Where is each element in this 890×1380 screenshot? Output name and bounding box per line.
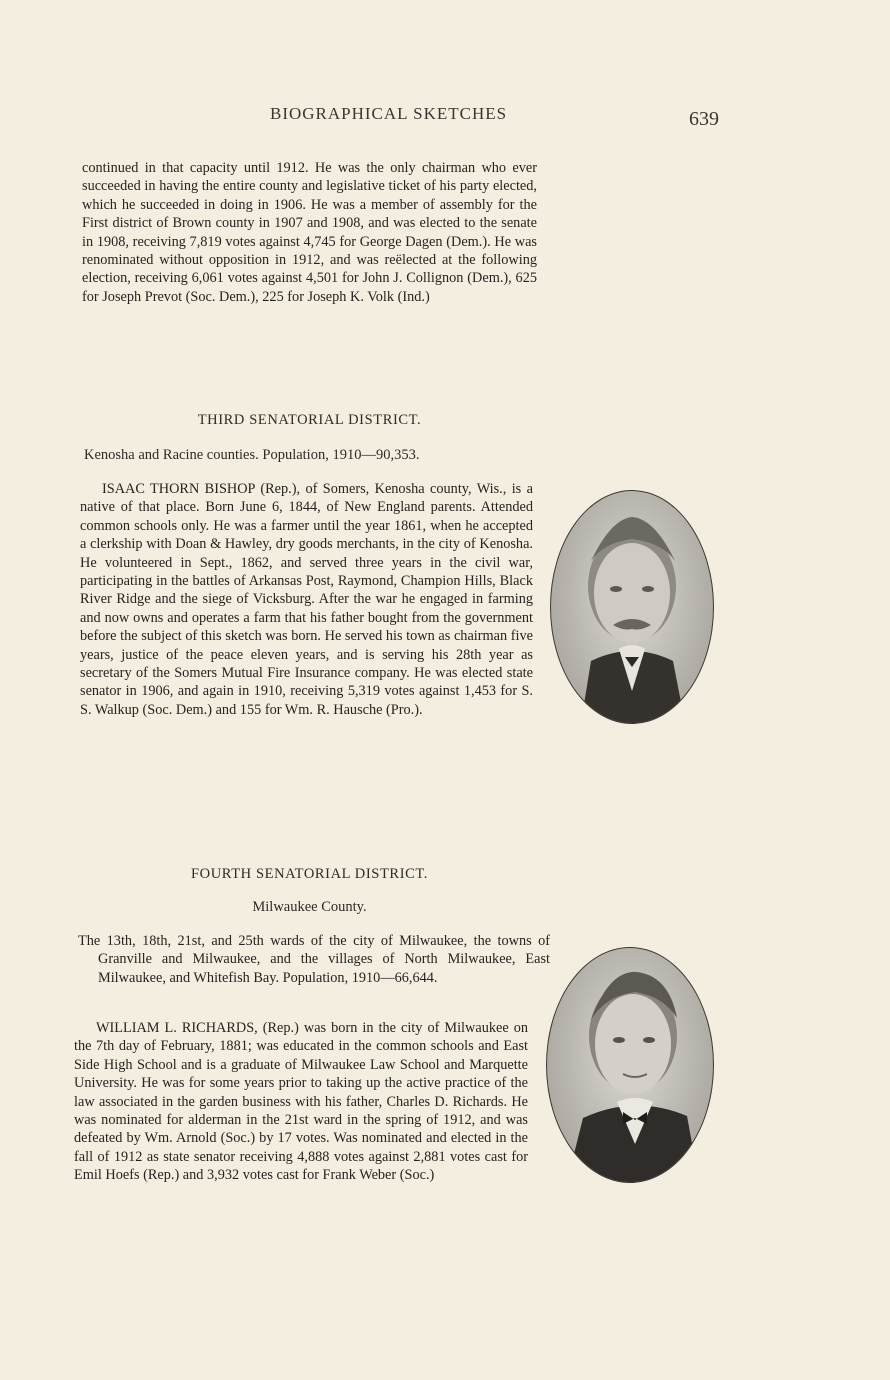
running-title: BIOGRAPHICAL SKETCHES bbox=[270, 104, 508, 123]
richards-bio: WILLIAM L. RICHARDS, (Rep.) was born in the city of Milwaukee on the 7th day of February, 1881; was educated in the common schools and East Side High School and is a graduate of Milwaukee Law School and Marquette University. He was for some years prior to taking up the active practice of the law associated in the garden business with his father, Charles D. Richards. He was nominated for alderman in the 21st ward in the spring of 1912, and was defeated by Wm. Arnold (Soc.) by 17 votes. Was nominated and elected in the fall of 1912 as state senator receiving 4,888 votes against 2,881 votes cast for Emil Hoefs (Rep.) and 3,932 votes cast for Frank Weber (Soc.) bbox=[74, 1020, 528, 1184]
bishop-bio-block bbox=[80, 480, 533, 719]
intro-paragraph: continued in that capacity until 1912. He was the only chairman who ever succeeded in having the entire county and legislative ticket of his party elected, which he succeeded in doing in 1906. He was a member of assembly for the First district of Brown county in 1907 and 1908, and was elected to the senate in 1908, receiving 7,819 votes against 4,745 for George Dagen (Dem.). He was renominated without opposition in 1912, and was reëlected at the following election, receiving 6,061 votes against 4,501 for John J. Collignon (Dem.), 625 for Joseph Prevot (Soc. Dem.), 225 for Joseph K. Volk (Ind.) bbox=[82, 160, 537, 305]
richards-portrait-image bbox=[547, 948, 713, 1182]
richards-bio-block bbox=[74, 1019, 528, 1185]
bishop-portrait bbox=[550, 490, 714, 724]
fourth-district-county: Milwaukee County. bbox=[252, 899, 367, 915]
fourth-district-wards-block bbox=[78, 932, 550, 987]
third-district-counties: Kenosha and Racine counties. Population, 1910—90,353. bbox=[84, 447, 420, 463]
bishop-portrait-image bbox=[551, 491, 713, 723]
third-district-heading: THIRD SENATORIAL DISTRICT. bbox=[197, 412, 422, 428]
fourth-district-heading: FOURTH SENATORIAL DISTRICT. bbox=[191, 866, 428, 882]
bishop-bio: ISAAC THORN BISHOP (Rep.), of Somers, Kenosha county, Wis., is a native of that place. Born June 6, 1844, of New England parents. Attended common schools only. He was a farmer until the year 1861, when he accepted a clerkship with Doan & Hawley, dry goods merchants, in the city of Kenosha. He volunteered in Sept., 1862, and served three years in the civil war, participating in the battles of Arkansas Post, Raymond, Champion Hills, Black River Ridge and the siege of Vicksburg. After the war he engaged in farming and now owns and operates a farm that his father bought from the government before the subject of this sketch was born. He served his town as chairman five years, justice of the peace eleven years, and is serving his 28th year as secretary of the Somers Mutual Fire Insurance company. He was elected state senator in 1906, and again in 1910, receiving 5,319 votes against 1,453 for S. S. Walkup (Soc. Dem.) and 155 for Wm. R. Hausche (Pro.). bbox=[80, 481, 533, 718]
fourth-district-wards: The 13th, 18th, 21st, and 25th wards of the city of Milwaukee, the towns of Granville and Milwaukee, and the villages of North Milwaukee, East Milwaukee, and Whitefish Bay. Population, 1910—66,644. bbox=[78, 933, 550, 986]
richards-portrait bbox=[546, 947, 714, 1183]
page-number: 639 bbox=[689, 108, 719, 130]
intro-paragraph-block bbox=[82, 159, 537, 306]
